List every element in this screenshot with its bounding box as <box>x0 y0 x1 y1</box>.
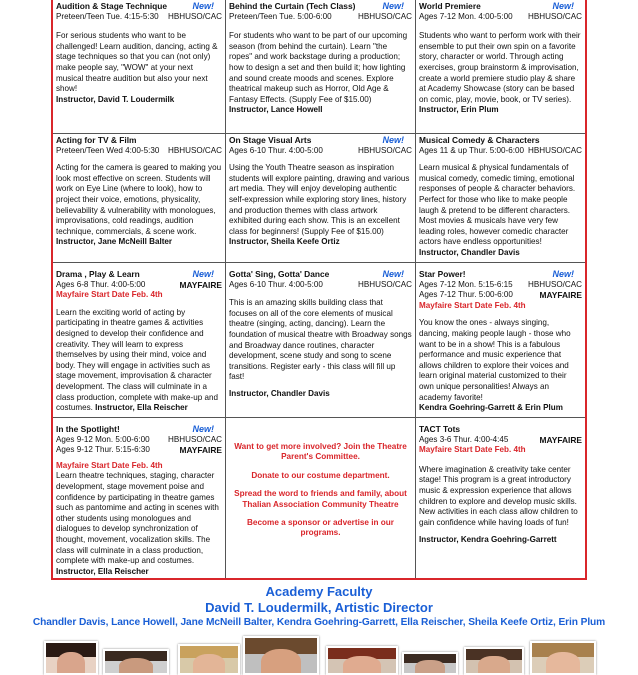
new-badge: New! <box>552 1 574 11</box>
class-instructor: Instructor, Chandler Davis <box>229 388 330 398</box>
class-title: Drama , Play & Learn <box>56 269 140 279</box>
class-schedule-2: Ages 9-12 Thur. 5:15-6:30 MAYFAIRE <box>56 445 222 456</box>
class-schedule: Ages 7-12 Mon. 5:15-6:15 HBHUSO/CAC <box>419 279 582 289</box>
class-title: On Stage Visual Arts <box>229 135 312 145</box>
faculty-photo <box>44 641 98 675</box>
faculty-photo-strip <box>0 638 638 675</box>
class-card-star-power <box>416 263 585 418</box>
class-instructor: Instructor, Sheila Keefe Ortiz <box>229 237 340 247</box>
class-title: Musical Comedy & Characters <box>419 135 540 145</box>
new-badge: New! <box>192 1 214 11</box>
class-card-world-premiere <box>416 0 585 134</box>
class-instructor: Instructor, Lance Howell <box>229 105 323 115</box>
class-title: Gotta' Sing, Gotta' Dance <box>229 269 330 279</box>
class-instructor: Instructor, Ella Reischer <box>92 403 188 413</box>
class-card-drama-play-learn <box>53 263 226 418</box>
class-card-behind-curtain <box>226 0 416 134</box>
grid-row-3 <box>53 263 585 418</box>
class-title: Star Power! <box>419 269 466 279</box>
faculty-photo <box>103 649 169 675</box>
faculty-photo <box>464 647 524 675</box>
class-title: World Premiere <box>419 1 481 11</box>
class-schedule-2: Ages 7-12 Thur. 5:00-6:00 MAYFAIRE <box>419 290 582 301</box>
class-instructor: Instructor, Kendra Goehring-Garrett <box>419 535 557 545</box>
class-description: Students who want to perform work with their ensemble to put their own spin on a favorite story, character or world. Through acting exercises, group brainstorm & improvisation, create a world premiere studio play & share at Academy Showcase (story can be based on comic, play, movie, book, or TV series). <box>419 31 581 104</box>
class-instructor: Instructor, Erin Plum <box>419 105 499 115</box>
faculty-photo <box>530 641 596 675</box>
class-card-sing-dance <box>226 263 416 418</box>
class-instructor: Kendra Goehring-Garrett & Erin Plum <box>419 403 563 413</box>
start-date: Mayfaire Start Date Feb. 4th <box>56 460 163 470</box>
new-badge: New! <box>192 424 214 434</box>
class-title: Audition & Stage Technique <box>56 1 168 11</box>
class-schedule: Ages 9-12 Mon. 5:00-6:00 HBHUSO/CAC <box>56 434 222 444</box>
class-description: Using the Youth Theatre season as inspiration students will explore painting, drawing and various art media. They will enjoy developing authentic self-expression while exploring story lines, history and production themes with class artwork exhibited during each show. This is an excellent class for beginners! (Supply Fee of $15.00) <box>229 163 410 236</box>
class-schedule: Preteen/Teen Tue. 5:00-6:00 HBHUSO/CAC <box>229 11 412 21</box>
get-involved-box <box>226 418 416 578</box>
class-description: For serious students who want to be challenged! Learn audition, dancing, acting & stage techniques so that you can (not only) make people say, "WOW" at your next musical theatre audition but also your next show! <box>56 31 218 94</box>
class-schedule: Ages 6-8 Thur. 4:00-5:00 MAYFAIRE <box>56 279 222 290</box>
new-badge: New! <box>382 1 404 11</box>
class-description: Where imagination & creativity take center stage! This program is a great introductory music & expression experience that allows children to explore and develop music skills. New activities in each class allow children to gain confidence while having loads of fun! <box>419 464 578 527</box>
class-card-visual-arts <box>226 134 416 263</box>
artistic-director: David T. Loudermilk, Artistic Director <box>205 600 433 615</box>
new-badge: New! <box>382 269 404 279</box>
class-title: Acting for TV & Film <box>56 135 137 145</box>
class-schedule: Preteen/Teen Tue. 4:15-5:30 HBHUSO/CAC <box>56 11 222 21</box>
grid-row-1 <box>53 0 585 134</box>
start-date: Mayfaire Start Date Feb. 4th <box>419 445 526 455</box>
class-instructor: Instructor, David T. Loudermilk <box>56 94 175 104</box>
class-schedule: Ages 7-12 Mon. 4:00-5:00 HBHUSO/CAC <box>419 11 582 21</box>
grid-row-4 <box>53 418 585 578</box>
class-card-tact-tots <box>416 418 585 578</box>
class-schedule: Preteen/Teen Wed 4:00-5:30 HBHUSO/CAC <box>56 145 222 155</box>
start-date: Mayfaire Start Date Feb. 4th <box>419 300 526 310</box>
class-title: TACT Tots <box>419 424 461 434</box>
class-schedule: Ages 11 & up Thur. 5:00-6:00 HBHUSO/CAC <box>419 145 582 155</box>
class-card-spotlight <box>53 418 226 578</box>
promo-sponsor: Become a sponsor or advertise in our programs. <box>247 518 394 538</box>
class-instructor: Instructor, Jane McNeill Balter <box>56 237 173 247</box>
class-schedule: Ages 6-10 Thur. 4:00-5:00 HBHUSO/CAC <box>229 279 412 289</box>
new-badge: New! <box>192 269 214 279</box>
class-description: Learn theatre techniques, staging, character development, stage movement poise and confidence by participating in theatre games such as pantomime and acting in scenes with other students using monologues and dialogues to develop synchronization of thought, movement, vocalization skills. The class will culminate in a class production, complete with make-up and costumes. <box>56 471 219 566</box>
promo-committee: Want to get more involved? Join the Theatre Parent's Committee. <box>234 442 407 462</box>
class-description: Learn the exciting world of acting by participating in theatre games & activities designed to develop their confidence and creativity. They will learn to express themselves by using their mind, voice and body. They will engage in activities such as stage movement, improvisation & character development. The class will culminate in a class production, complete with make-up and costumes. Instructor, Ella Reischer <box>56 307 218 413</box>
faculty-photo <box>402 652 458 675</box>
new-badge: New! <box>382 135 404 145</box>
promo-spread-word: Spread the word to friends and family, about Thalian Association Community Theatre <box>234 489 407 509</box>
class-instructor: Instructor, Chandler Davis <box>419 247 520 257</box>
faculty-heading: Academy Faculty <box>265 584 373 599</box>
faculty-photo <box>326 646 398 675</box>
class-description: You know the ones - always singing, dancing, making people laugh - those who want to be in a show! This is a fabulous performance and music experience that allows children to explore their voices and learn original material customized to their own unique personalities! Always an academy favorite! <box>419 318 571 402</box>
class-schedule: Ages 3-6 Thur. 4:00-4:45 MAYFAIRE <box>419 434 582 445</box>
class-card-audition <box>53 0 226 134</box>
class-grid <box>51 0 587 580</box>
class-description: For students who want to be part of our upcoming season (from behind the curtain). Learn "the ropes" and work backstage during a production; how to design a set and then build it; how lighting and sound create moods and scenes. Explore theatrical makeup such as Horror, Old Age & Fantasy Effects. (Supply Fee of $15.00) <box>229 31 408 104</box>
grid-row-2 <box>53 134 585 263</box>
class-description: Learn musical & physical fundamentals of musical comedy, comedic timing, emotional responses of people & character behaviors. Perfect for those who like to make people laugh & pretend to be different characters. Most movies & musicals have very few leading roles, however comedic character actors have endless opportunities! <box>419 163 576 247</box>
class-title: Behind the Curtain (Tech Class) <box>229 1 356 11</box>
faculty-photo <box>243 636 319 675</box>
faculty-members: Chandler Davis, Lance Howell, Jane McNeill Balter, Kendra Goehring-Garrett, Ella Reischer, Sheila Keefe Ortiz, Erin Plum <box>32 617 606 628</box>
new-badge: New! <box>552 269 574 279</box>
start-date: Mayfaire Start Date Feb. 4th <box>56 290 163 300</box>
class-card-acting-tv-film <box>53 134 226 263</box>
promo-donate: Donate to our costume department. <box>251 470 390 480</box>
class-description: Acting for the camera is geared to making you look most effective on screen. Students will work on Eye Line (where to look), how to project their voice, emotions, physicality, believability & vulnerability with monologues, improvisations, cold readings, audition technique, commercials, & scene work. <box>56 163 222 236</box>
class-description: This is an amazing skills building class that focuses on all of the core elements of musical theatre (singing, acting, dancing). Learn the foundation of musical theatre with Broadway songs and Broadway dance routines, character development, scene study and song to scene transitions. Register early - this class will fill up fast! <box>229 298 412 382</box>
class-card-musical-comedy <box>416 134 585 263</box>
class-instructor: Instructor, Ella Reischer <box>56 566 149 576</box>
faculty-photo <box>178 644 240 675</box>
class-schedule: Ages 6-10 Thur. 4:00-5:00 HBHUSO/CAC <box>229 145 412 155</box>
class-title: In the Spotlight! <box>56 424 120 434</box>
